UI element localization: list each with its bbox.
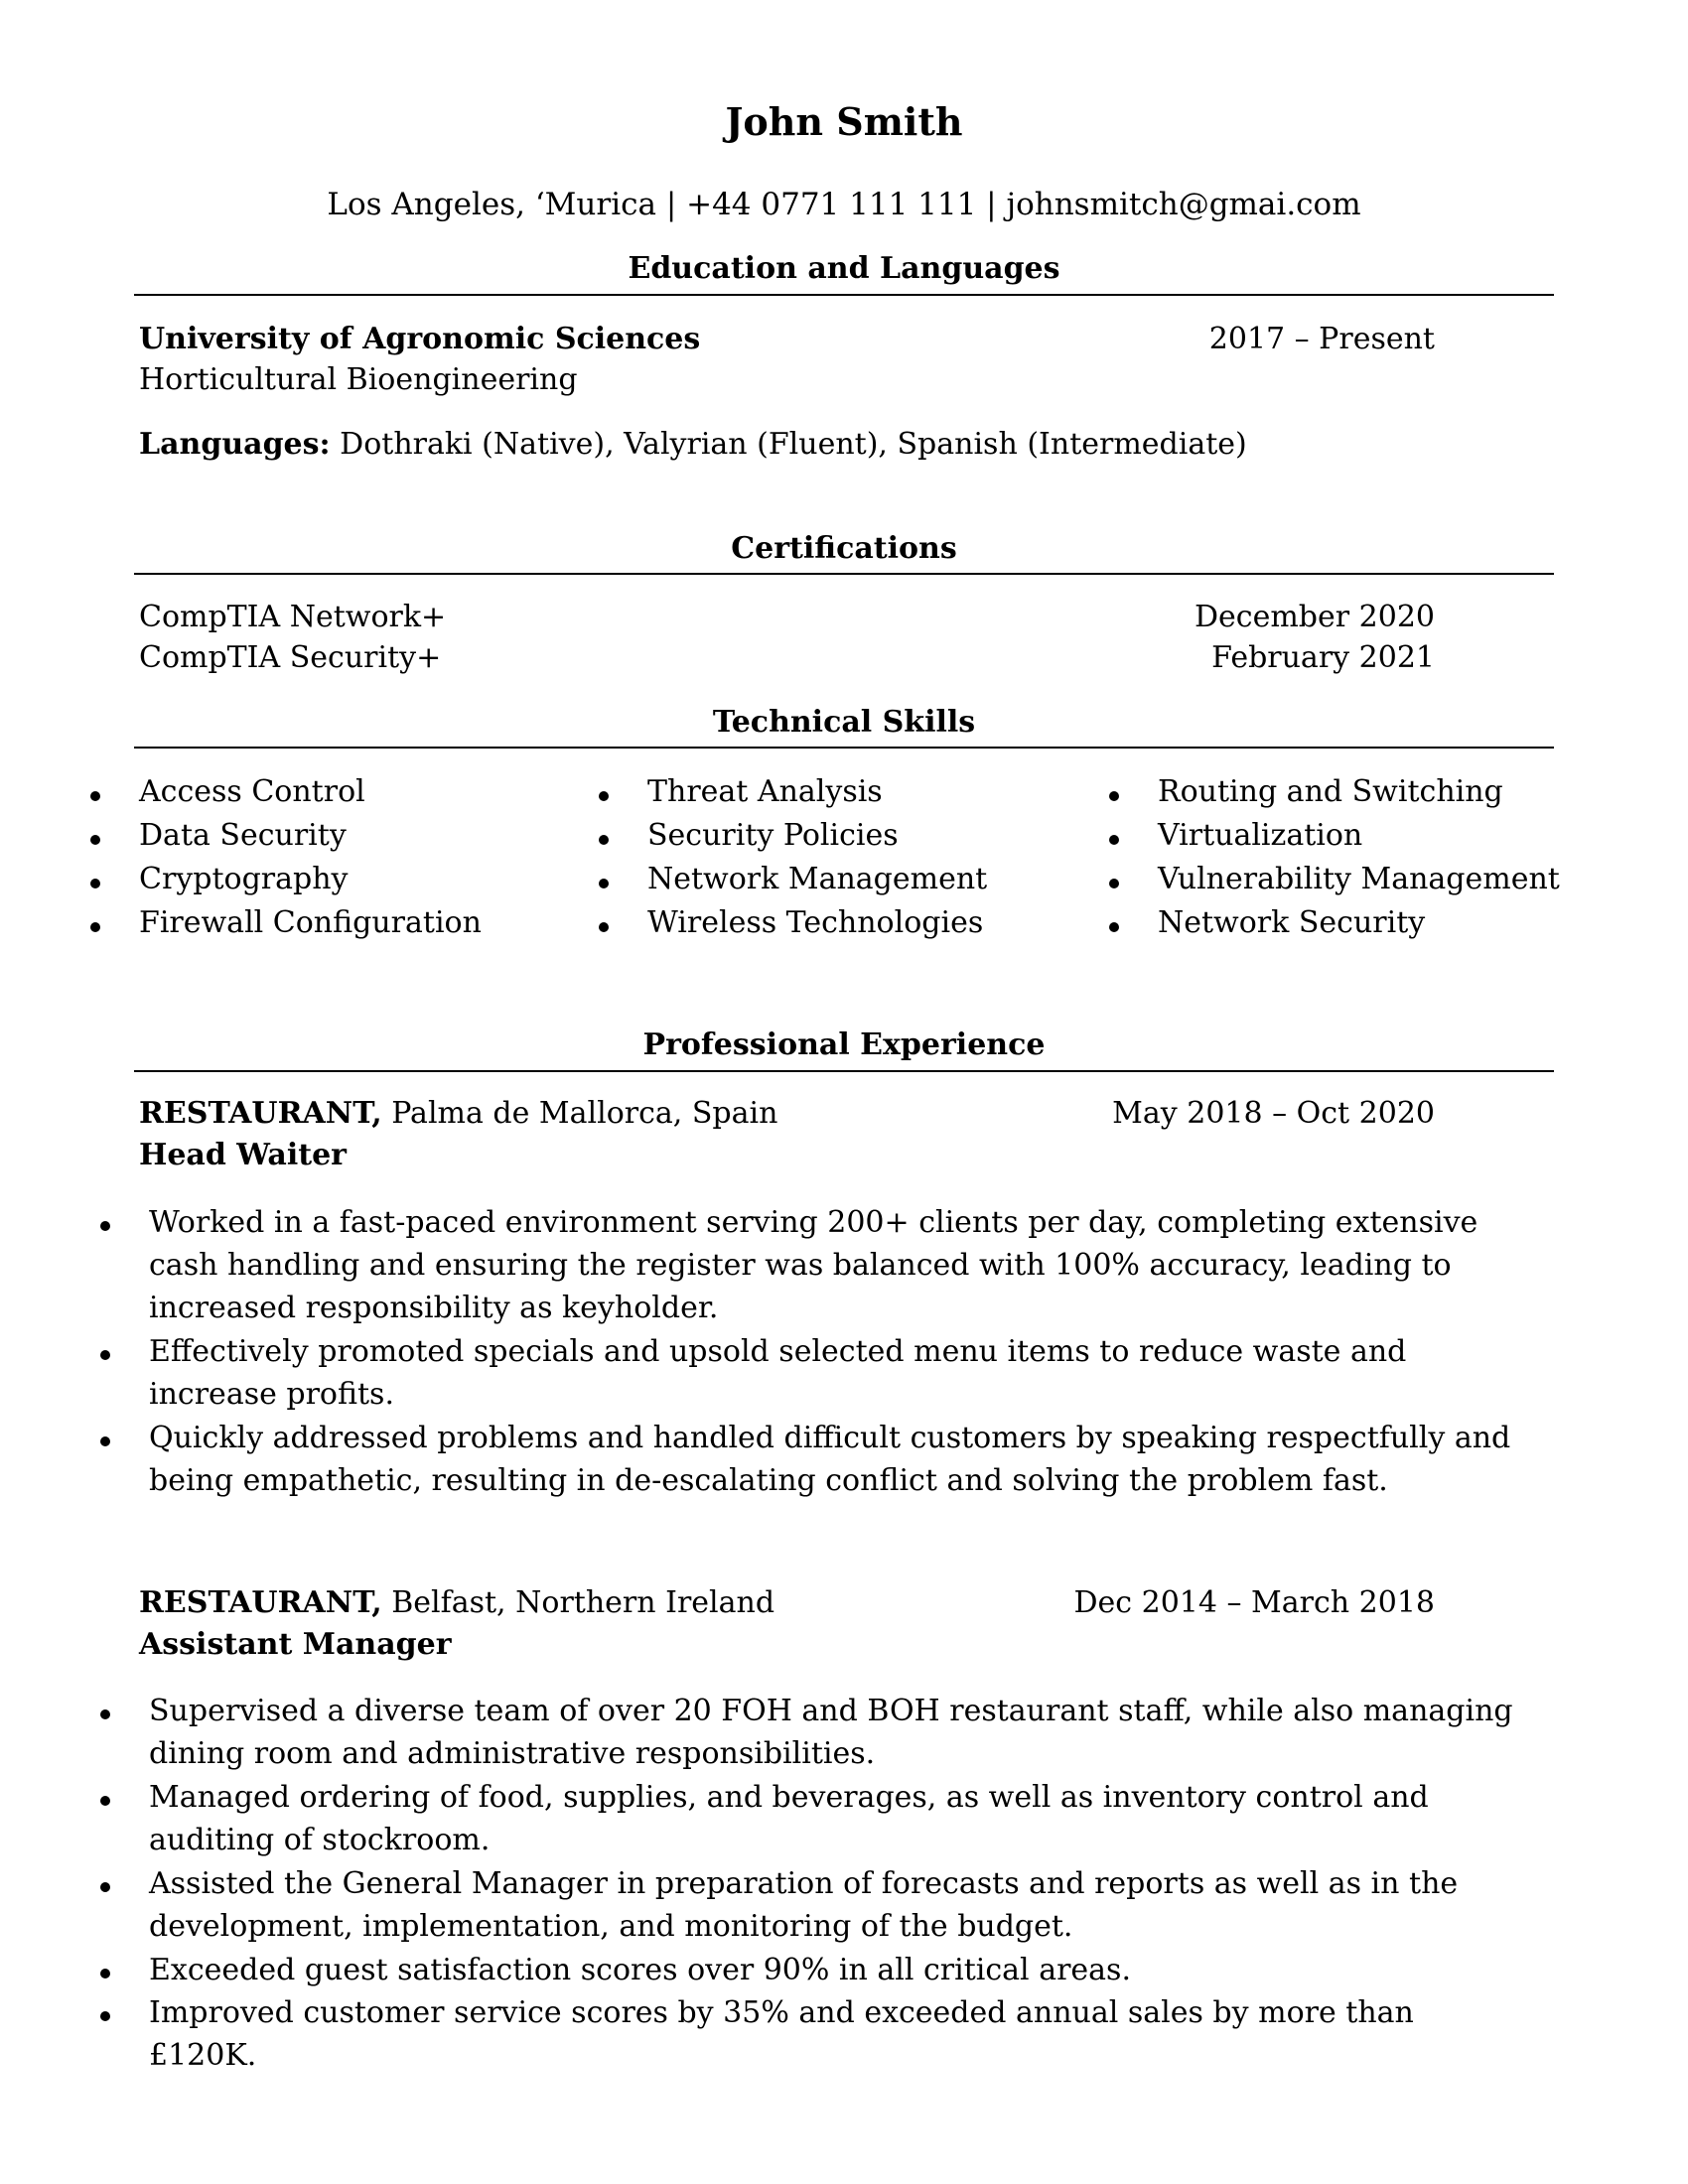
section-divider (134, 747, 1554, 749)
section-title-education: Education and Languages (628, 251, 1060, 286)
bullet-icon (90, 922, 100, 932)
bullet-icon (100, 1796, 110, 1806)
bullet-icon (90, 879, 100, 888)
bullet-icon (1109, 922, 1119, 932)
job-bullet: Worked in a fast-paced environment serving 200+ clients per day, completing extensive cash handling and ensuring the register was balanced with 100% accuracy, leading to increased responsibility as keyholder. (149, 1205, 1478, 1325)
job-employer-line (139, 1585, 774, 1620)
skill-item: Access Control (139, 774, 365, 809)
bullet-icon (100, 1969, 110, 1979)
bullet-icon (599, 791, 609, 801)
section-divider (134, 1070, 1554, 1072)
bullet-icon (100, 1882, 110, 1892)
skill-item: Routing and Switching (1158, 774, 1503, 809)
job-bullet: Improved customer service scores by 35% and exceeded annual sales by more than £120K. (149, 1995, 1414, 2073)
skill-item: Security Policies (647, 818, 899, 853)
bullet-icon (100, 1221, 110, 1231)
job-bullet: Supervised a diverse team of over 20 FOH and BOH restaurant staff, while also managing dining room and administrative responsibilities. (149, 1694, 1513, 1771)
certification-name: CompTIA Network+ (139, 600, 447, 634)
job-bullet: Exceeded guest satisfaction scores over 90% in all critical areas. (149, 1953, 1131, 1987)
languages-value: Dothraki (Native), Valyrian (Fluent), Spanish (Intermediate) (330, 427, 1247, 462)
section-title-skills: Technical Skills (712, 705, 976, 740)
skill-item: Virtualization (1158, 818, 1363, 853)
job-location: Palma de Mallorca, Spain (381, 1096, 778, 1131)
job-role: Assistant Manager (139, 1627, 452, 1662)
job-bullet: Managed ordering of food, supplies, and beverages, as well as inventory control and auditing of stockroom. (149, 1780, 1429, 1857)
certification-name: CompTIA Security+ (139, 640, 442, 675)
bullet-icon (1109, 835, 1119, 845)
bullet-icon (90, 791, 100, 801)
job-dates: Dec 2014 – March 2018 (1073, 1585, 1435, 1620)
job-employer-line (139, 1096, 777, 1131)
job-bullet: Quickly addressed problems and handled difficult customers by speaking respectfully and being empathetic, resulting in de-escalating conflict and solving the problem fast. (149, 1421, 1511, 1498)
languages-line (139, 427, 1247, 462)
skill-item: Cryptography (139, 862, 349, 896)
skill-item: Threat Analysis (647, 774, 883, 809)
bullet-icon (100, 1350, 110, 1360)
bullet-icon (1109, 791, 1119, 801)
skill-item: Wireless Technologies (647, 905, 984, 940)
employer-name: RESTAURANT, (139, 1096, 382, 1131)
skill-item: Network Security (1158, 905, 1426, 940)
education-dates: 2017 – Present (1208, 322, 1435, 356)
languages-label: Languages: (139, 427, 331, 462)
certification-date: December 2020 (1195, 600, 1435, 634)
job-location: Belfast, Northern Ireland (381, 1585, 775, 1620)
candidate-name: John Smith (725, 99, 963, 144)
job-bullet: Effectively promoted specials and upsold selected menu items to reduce waste and increase profits. (149, 1334, 1407, 1412)
school-name: University of Agronomic Sciences (139, 322, 701, 356)
skill-item: Vulnerability Management (1158, 862, 1560, 896)
section-title-certifications: Certifications (731, 531, 957, 566)
employer-name: RESTAURANT, (139, 1585, 382, 1620)
skill-item: Firewall Configuration (139, 905, 482, 940)
section-divider (134, 573, 1554, 575)
skill-item: Data Security (139, 818, 347, 853)
job-role: Head Waiter (139, 1138, 347, 1172)
bullet-icon (599, 879, 609, 888)
job-bullet: Assisted the General Manager in preparation of forecasts and reports as well as in the development, implementation, and monitoring of the budget. (149, 1866, 1459, 1944)
bullet-icon (599, 922, 609, 932)
degree: Horticultural Bioengineering (139, 362, 578, 397)
bullet-icon (100, 1709, 110, 1719)
bullet-icon (90, 835, 100, 845)
section-title-experience: Professional Experience (642, 1027, 1046, 1062)
job-dates: May 2018 – Oct 2020 (1112, 1096, 1435, 1131)
bullet-icon (100, 2011, 110, 2021)
bullet-icon (100, 1436, 110, 1446)
contact-line: Los Angeles, ‘Murica | +44 0771 111 111 | johnsmitch@gmai.com (327, 187, 1361, 222)
certification-date: February 2021 (1211, 640, 1435, 675)
bullet-icon (1109, 879, 1119, 888)
skill-item: Network Management (647, 862, 988, 896)
section-divider (134, 294, 1554, 296)
bullet-icon (599, 835, 609, 845)
